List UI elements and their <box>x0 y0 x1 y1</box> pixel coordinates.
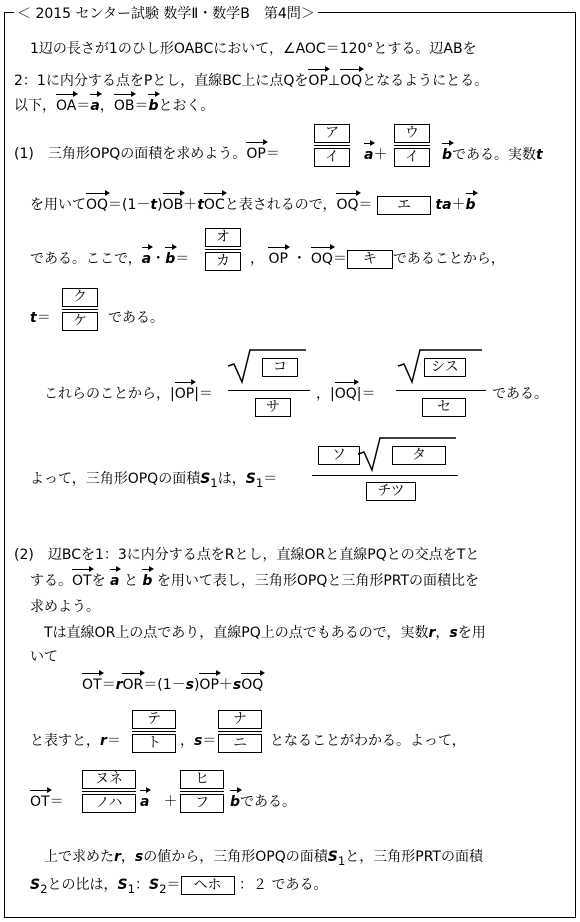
answer-box-u[interactable]: ウ <box>394 124 430 143</box>
vector-ot: OT <box>30 794 50 810</box>
vector-oq: OQ <box>241 677 264 693</box>
part2-line-8: 上で求めたr，sの値から，三角形OPQの面積$S_1$と，三角形PRTの面積 <box>44 849 483 868</box>
frac-line <box>396 390 486 391</box>
part1-head: (1) 三角形OPQの面積を求めよう。OP＝ <box>14 146 280 162</box>
frac-hi-fu <box>180 770 224 813</box>
answer-box-i[interactable]: イ <box>314 148 350 167</box>
vector-a: a <box>141 251 152 267</box>
part2-line-9: $S_2$との比は，$S_1$：$S_2=$ ヘホ ：２ である。 <box>30 877 328 896</box>
vector-oq: OQ <box>340 73 363 89</box>
vector-op: OP <box>308 73 328 89</box>
answer-box-na[interactable]: ナ <box>218 710 262 729</box>
page-title: ＜ 2015 センター試験 数学Ⅱ・数学B 第4問＞ <box>14 3 318 23</box>
frac-ku-ke <box>62 288 98 331</box>
answer-box-fu[interactable]: フ <box>180 794 224 813</box>
answer-box-to[interactable]: ト <box>132 734 176 753</box>
answer-box-ka[interactable]: カ <box>205 252 241 271</box>
part1-line-2: を用いてOQ＝(1－t)OB＋tOCと表されるので，OQ＝ エ ta＋b <box>30 197 476 213</box>
vector-b: b <box>465 197 476 213</box>
frac-a-i <box>314 124 350 167</box>
intro-line-3: 以下，OA＝a，OB＝bとおく。 <box>14 98 215 114</box>
frac-o-ka <box>205 228 241 271</box>
vector-a: a <box>364 147 374 163</box>
answer-box-te[interactable]: テ <box>132 710 176 729</box>
answer-box-ko[interactable]: コ <box>262 358 298 377</box>
vector-oa: OA <box>56 98 77 114</box>
vector-a: a <box>90 98 100 114</box>
answer-box-ke[interactable]: ケ <box>62 312 98 331</box>
vector-or: OR <box>122 677 144 693</box>
answer-box-shisu[interactable]: シス <box>424 358 466 377</box>
intro-line-2: 2：1に内分する点をPとし，直線BC上に点QをOP⊥OQとなるようにとる。 <box>14 73 489 89</box>
part2-line-6: と表すと，r＝ <box>30 733 121 749</box>
vector-op: OP <box>268 251 288 267</box>
answer-box-so[interactable]: ソ <box>318 446 360 465</box>
vector-b: b <box>442 147 453 163</box>
answer-box-i[interactable]: イ <box>394 148 430 167</box>
vector-ot: OT <box>82 677 102 693</box>
intro-line-1: 1辺の長さが1のひし形OABCにおいて，∠AOC＝120°とする。辺ABを <box>30 41 477 57</box>
answer-box-se[interactable]: セ <box>422 398 466 417</box>
answer-box-ki[interactable]: キ <box>347 250 393 269</box>
frac-na-ni <box>218 710 262 753</box>
answer-box-sa[interactable]: サ <box>255 398 291 417</box>
answer-box-ni[interactable]: ニ <box>218 734 262 753</box>
vector-oq: OQ <box>86 197 109 213</box>
vector-oc: OC <box>203 197 225 213</box>
part2-line-1: (2) 辺BCを1：3に内分する点をRとし，直線ORと直線PQとの交点をTと <box>14 547 480 563</box>
answer-box-chitsu[interactable]: チツ <box>366 482 416 501</box>
vector-op: OP <box>199 677 219 693</box>
vector-oq: OQ <box>310 251 333 267</box>
part2-line-4: Tは直線OR上の点であり，直線PQ上の点でもあるので，実数r，sを用 <box>44 625 486 641</box>
vector-ob: OB <box>113 98 135 114</box>
vector-oq: OQ <box>336 197 359 213</box>
frac-nune-noha <box>82 770 136 813</box>
vector-op: OP <box>174 386 195 402</box>
part1-line-5: これらのことから，|OP|＝ <box>44 386 213 402</box>
answer-box-ta[interactable]: タ <box>392 446 446 465</box>
answer-box-o[interactable]: オ <box>205 228 241 247</box>
answer-box-hi[interactable]: ヒ <box>180 770 224 789</box>
vector-a: a <box>140 794 150 810</box>
vector-op: OP <box>246 146 266 162</box>
vector-ot: OT <box>72 573 92 589</box>
answer-box-a[interactable]: ア <box>314 124 350 143</box>
vector-b: b <box>165 251 176 267</box>
part1-line-6: よって，三角形OPQの面積$S_1$は，$S_1=$ <box>30 471 278 490</box>
answer-box-e[interactable]: エ <box>377 196 431 215</box>
part2-equation: OT＝rOR＝(1－s)OP＋sOQ <box>82 677 264 693</box>
answer-box-nune[interactable]: ヌネ <box>82 770 136 789</box>
vector-a: a <box>110 573 120 589</box>
frac-line <box>312 475 458 476</box>
vector-b: b <box>230 794 241 810</box>
answer-box-noha[interactable]: ノハ <box>82 794 136 813</box>
frac-line <box>228 390 310 391</box>
frac-te-to <box>132 710 176 753</box>
vector-b: b <box>142 573 153 589</box>
part1-line-3: である。ここで，a・b＝ <box>30 251 190 267</box>
vector-ob: OB <box>162 197 184 213</box>
frac-u-i <box>394 124 430 167</box>
answer-box-heho[interactable]: ヘホ <box>181 876 235 895</box>
answer-box-ku[interactable]: ク <box>62 288 98 307</box>
vector-b: b <box>148 98 159 114</box>
part2-line-2: する。OTを a と b を用いて表し，三角形OPQと三角形PRTの面積比を <box>30 573 480 589</box>
vector-oq: OQ <box>334 386 357 402</box>
